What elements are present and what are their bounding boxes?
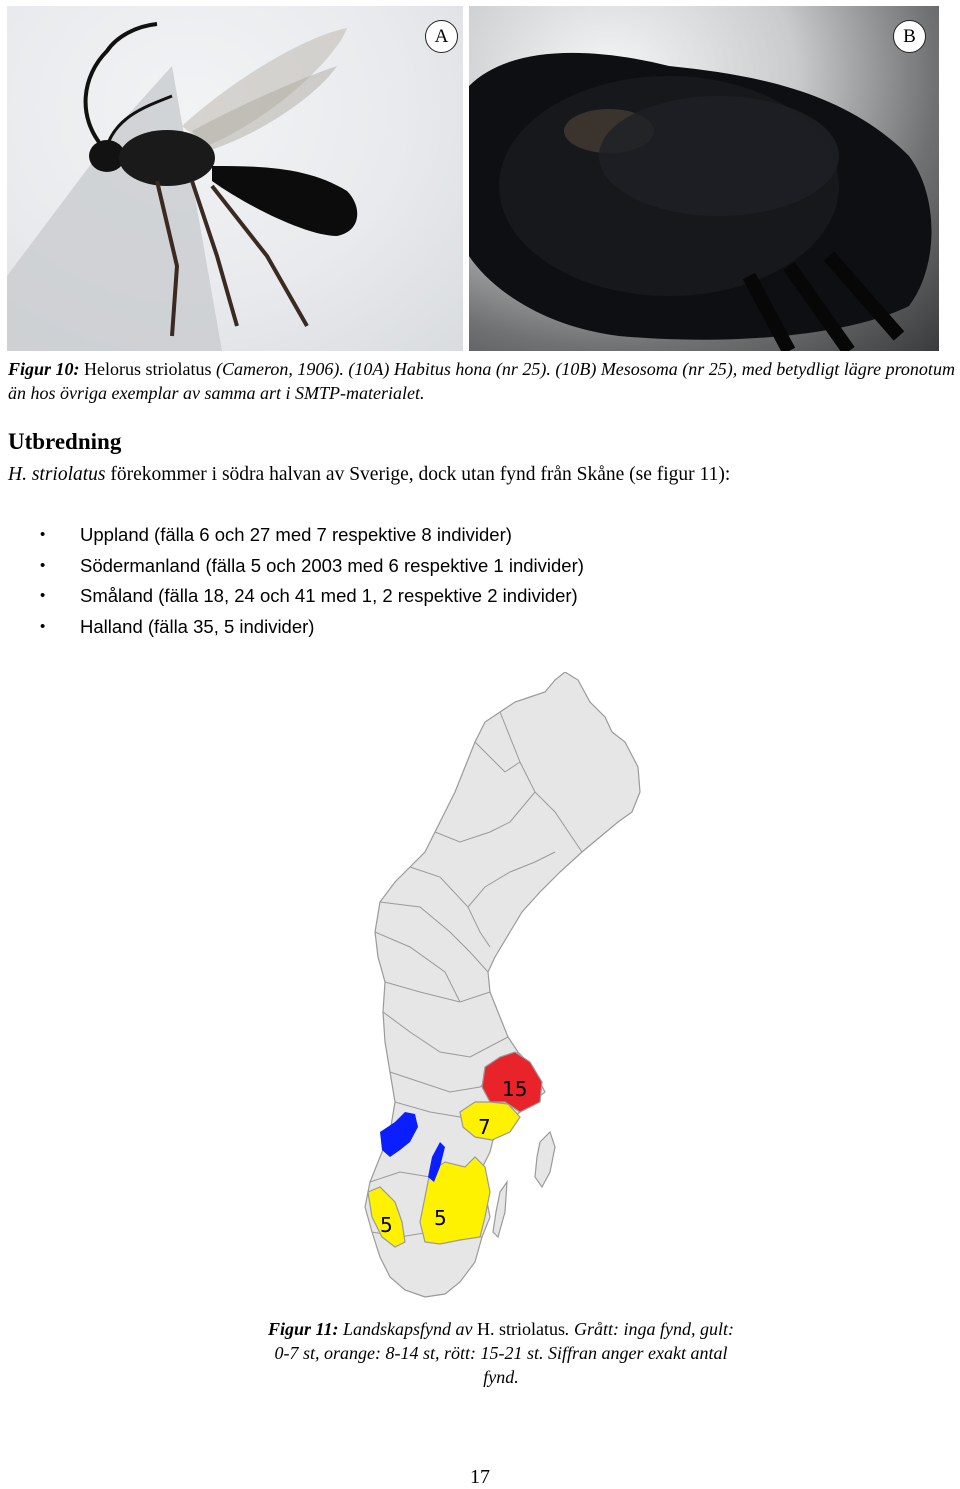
wasp-habitus-image	[7, 6, 463, 351]
bullet-icon: •	[40, 526, 46, 543]
bullet-icon: •	[40, 617, 46, 635]
map-region-oland	[493, 1182, 507, 1237]
list-item	[40, 520, 584, 551]
figure-10-caption	[8, 357, 958, 405]
page-number: 17	[470, 1466, 490, 1488]
section-heading: Utbredning	[8, 429, 122, 454]
wasp-mesosoma-image	[469, 6, 939, 351]
province-list	[40, 520, 584, 642]
figure-label-b: B	[893, 20, 926, 53]
map-label-uppland: 15	[502, 1077, 528, 1101]
list-item	[40, 581, 584, 612]
bullet-icon: •	[40, 587, 46, 604]
photo-habitus	[7, 6, 463, 351]
map-label-sodermanland: 7	[478, 1115, 491, 1139]
list-item-text: Södermanland (fälla 5 och 2003 med 6 respektive 1 individer)	[80, 554, 584, 576]
figure-11-caption-species: H. striolatus	[477, 1319, 566, 1339]
photo-mesosoma	[469, 6, 939, 351]
figure-11-caption-lead: Figur 11:	[267, 1319, 339, 1339]
figure-label-a: A	[425, 20, 458, 53]
map-label-halland: 5	[380, 1213, 393, 1237]
list-item-text: Uppland (fälla 6 och 27 med 7 respektive 8 individer)	[80, 524, 512, 545]
list-item	[40, 612, 584, 643]
sweden-map	[350, 672, 650, 1302]
map-label-smaland: 5	[434, 1206, 447, 1230]
distribution-paragraph	[8, 464, 958, 486]
figure-11-caption	[262, 1317, 740, 1389]
figure-10-caption-species: Helorus striolatus	[84, 359, 212, 379]
bullet-icon: •	[40, 556, 46, 574]
figure-11-caption-text-b: . Grått: inga fynd, gult: 0-7 st, orange: 8-14 st, rött: 15-21 st. Siffran anger exakt antal fynd.	[274, 1319, 735, 1387]
figure-10-caption-lead: Figur 10:	[8, 359, 80, 379]
list-item-text: Halland (fälla 35, 5 individer)	[80, 615, 315, 637]
list-item-text: Småland (fälla 18, 24 och 41 med 1, 2 respektive 2 individer)	[80, 585, 578, 606]
map-region-gotland	[535, 1132, 555, 1187]
figure-11-caption-text-a: Landskapsfynd av	[343, 1319, 473, 1339]
paragraph-species: H. striolatus	[8, 464, 106, 485]
paragraph-text: förekommer i södra halvan av Sverige, dock utan fynd från Skåne (se figur 11):	[110, 464, 731, 485]
list-item	[40, 551, 584, 582]
figure-10-caption-text: (Cameron, 1906). (10A) Habitus hona (nr 25). (10B) Mesosoma (nr 25), med betydligt lägre pronotum än hos övriga exemplar av samma art i SMTP-materialet.	[8, 359, 955, 403]
